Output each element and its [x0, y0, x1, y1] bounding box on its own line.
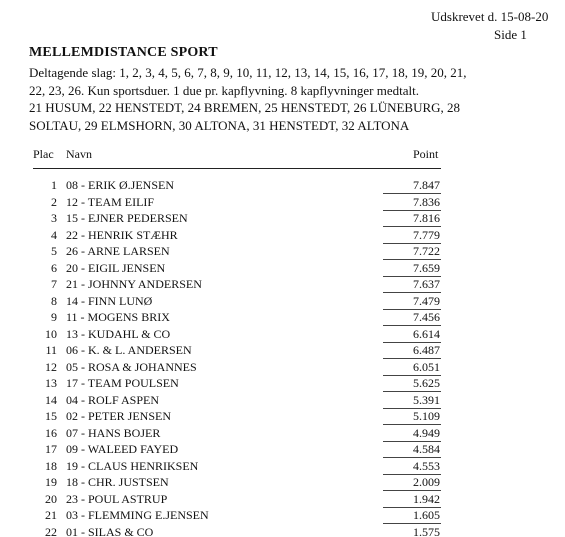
- row-point: 5.109: [413, 409, 440, 423]
- row-point: 1.575: [413, 524, 440, 537]
- table-row: [0, 195, 565, 212]
- row-plac: 3: [51, 211, 57, 225]
- row-plac: 19: [45, 475, 57, 489]
- row-navn: 01 - SILAS & CO: [66, 524, 154, 537]
- row-navn: 12 - TEAM EILIF: [66, 194, 155, 209]
- row-point: 7.479: [413, 293, 440, 308]
- table-row: [0, 508, 565, 525]
- description-line: 22, 23, 26. Kun sportsduer. 1 due pr. kapflyvning. 8 kapflyvninger medtalt.: [29, 82, 419, 98]
- table-row: [0, 475, 565, 492]
- row-navn: 22 - HENRIK STÆHR: [66, 227, 178, 242]
- row-plac: 18: [45, 458, 57, 473]
- table-row: [0, 409, 565, 426]
- row-navn: 15 - EJNER PEDERSEN: [66, 211, 188, 225]
- page-number: Side 1: [494, 27, 527, 42]
- table-row: [0, 376, 565, 393]
- row-plac: 8: [51, 293, 57, 308]
- row-plac: 13: [45, 376, 57, 390]
- row-navn: 20 - EIGIL JENSEN: [66, 260, 166, 275]
- row-plac: 21: [45, 508, 57, 522]
- table-row: [0, 343, 565, 360]
- row-point: 7.456: [413, 310, 440, 324]
- row-point: 7.659: [413, 260, 440, 275]
- row-navn: 26 - ARNE LARSEN: [66, 244, 170, 258]
- row-navn: 03 - FLEMMING E.JENSEN: [66, 508, 209, 522]
- row-point: 7.637: [413, 277, 440, 291]
- row-plac: 15: [45, 409, 57, 423]
- table-row: [0, 244, 565, 261]
- table-row: [0, 294, 565, 311]
- row-navn: 23 - POUL ASTRUP: [66, 491, 168, 506]
- results-table: [0, 178, 565, 537]
- row-navn: 02 - PETER JENSEN: [66, 409, 171, 423]
- header-divider: [33, 168, 441, 169]
- row-plac: 10: [45, 326, 57, 341]
- row-point: 4.584: [413, 442, 440, 456]
- row-navn: 18 - CHR. JUSTSEN: [66, 475, 169, 489]
- row-plac: 22: [45, 524, 57, 537]
- row-navn: 14 - FINN LUNØ: [66, 293, 153, 308]
- description-line: 21 HUSUM, 22 HENSTEDT, 24 BREMEN, 25 HENSTEDT, 26 LÜNEBURG, 28: [29, 100, 461, 115]
- row-navn: 09 - WALEED FAYED: [66, 442, 179, 456]
- table-row: [0, 178, 565, 195]
- table-row: [0, 327, 565, 344]
- row-plac: 11: [45, 343, 57, 357]
- table-row: [0, 360, 565, 377]
- row-point: 1.605: [413, 508, 440, 522]
- table-row: [0, 228, 565, 245]
- printed-date: Udskrevet d. 15-08-20: [431, 9, 549, 24]
- table-row: [0, 211, 565, 228]
- column-header-plac: Plac: [33, 147, 54, 161]
- row-point: 6.051: [413, 359, 440, 374]
- row-point: 4.553: [413, 458, 440, 473]
- row-point: 5.391: [413, 392, 440, 407]
- table-row: [0, 492, 565, 509]
- row-point: 7.816: [413, 211, 440, 225]
- row-point: 7.847: [413, 178, 440, 192]
- column-header-navn: Navn: [66, 147, 92, 161]
- table-row: [0, 442, 565, 459]
- row-navn: 17 - TEAM POULSEN: [66, 376, 179, 390]
- row-navn: 19 - CLAUS HENRIKSEN: [66, 458, 199, 473]
- row-point: 7.779: [413, 227, 440, 242]
- table-row: [0, 277, 565, 294]
- column-header-point: Point: [413, 147, 439, 161]
- row-plac: 7: [51, 277, 57, 291]
- row-plac: 14: [45, 392, 57, 407]
- row-navn: 06 - K. & L. ANDERSEN: [66, 343, 192, 357]
- table-row: [0, 393, 565, 410]
- row-point: 2.009: [413, 475, 440, 489]
- row-navn: 05 - ROSA & JOHANNES: [66, 359, 197, 374]
- table-row: [0, 426, 565, 443]
- row-plac: 20: [45, 491, 57, 506]
- row-navn: 21 - JOHNNY ANDERSEN: [66, 277, 202, 291]
- row-plac: 16: [45, 425, 57, 440]
- row-point: 6.614: [413, 326, 440, 341]
- table-row: [0, 525, 565, 537]
- row-point: 5.625: [413, 376, 440, 390]
- row-point: 7.722: [413, 244, 440, 258]
- row-navn: 11 - MOGENS BRIX: [66, 310, 170, 324]
- description-line: SOLTAU, 29 ELMSHORN, 30 ALTONA, 31 HENSTEDT, 32 ALTONA: [29, 117, 410, 133]
- row-plac: 9: [51, 310, 57, 324]
- row-point: 4.949: [413, 425, 440, 440]
- row-plac: 5: [51, 244, 57, 258]
- row-point: 6.487: [413, 343, 440, 357]
- row-navn: 08 - ERIK Ø.JENSEN: [66, 178, 174, 192]
- table-row: [0, 459, 565, 476]
- row-plac: 2: [51, 194, 57, 209]
- table-row: [0, 310, 565, 327]
- row-plac: 4: [51, 227, 57, 242]
- table-row: [0, 261, 565, 278]
- row-plac: 12: [45, 359, 57, 374]
- row-point: 1.942: [413, 491, 440, 506]
- row-navn: 13 - KUDAHL & CO: [66, 326, 171, 341]
- row-navn: 07 - HANS BOJER: [66, 425, 161, 440]
- document-title: MELLEMDISTANCE SPORT: [29, 45, 218, 60]
- row-plac: 6: [51, 260, 57, 275]
- description: [29, 64, 549, 134]
- row-plac: 17: [45, 442, 57, 456]
- row-navn: 04 - ROLF ASPEN: [66, 392, 160, 407]
- row-point: 7.836: [413, 194, 440, 209]
- description-line: Deltagende slag: 1, 2, 3, 4, 5, 6, 7, 8, 9, 10, 11, 12, 13, 14, 15, 16, 17, 18, 19, 20, 21,: [29, 65, 467, 80]
- row-plac: 1: [51, 178, 57, 192]
